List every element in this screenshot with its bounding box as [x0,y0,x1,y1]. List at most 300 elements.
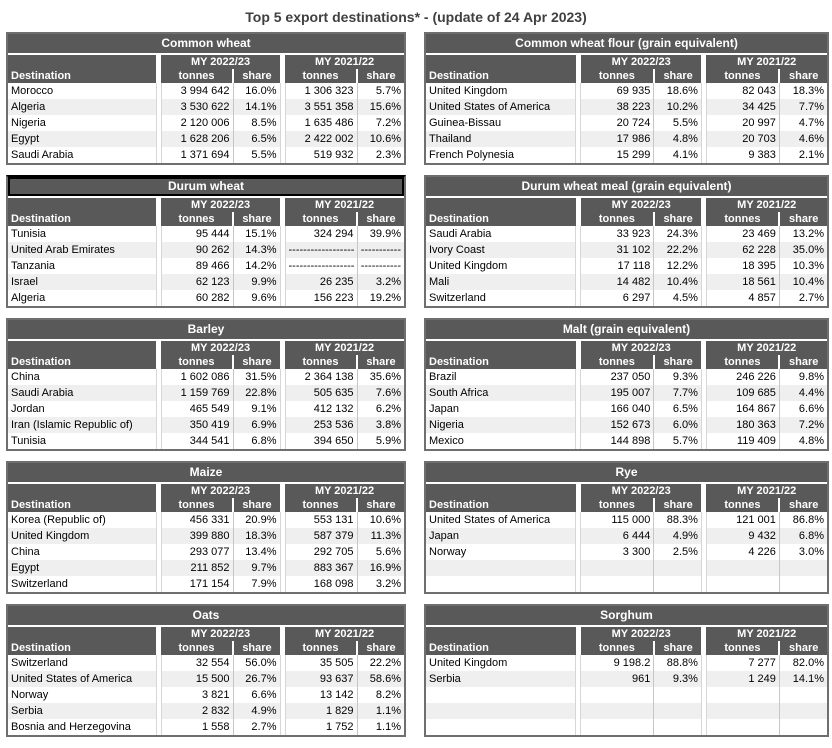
column-header-row [426,641,827,655]
column-header-row [426,69,827,83]
tonnes-cell: 18 561 [706,274,779,290]
tonnes-cell [706,703,779,719]
tonnes-header: tonnes [581,498,654,512]
destination-header: Destination [426,641,576,655]
table-row [426,274,827,290]
destination-cell: French Polynesia [426,147,576,163]
share-cell: 3.0% [779,544,827,560]
tonnes-header: tonnes [161,498,233,512]
tonnes-header: tonnes [285,355,357,369]
tonnes-header: tonnes [706,498,779,512]
tonnes-cell: 1 306 323 [285,83,357,99]
column-header-row [8,69,404,83]
tonnes-cell: 350 419 [161,417,233,433]
table-grid [8,484,404,592]
tonnes-cell: ------------------ [285,258,357,274]
destination-cell: United Arab Emirates [8,242,156,258]
tonnes-cell: ------------------ [285,242,357,258]
table-rye [424,461,829,594]
period-header-my-2022-23: MY 2022/23 [161,341,280,355]
share-cell: 39.9% [357,226,404,242]
share-cell: 6.5% [654,401,702,417]
share-cell: 4.8% [779,433,827,449]
share-cell: 6.0% [654,417,702,433]
share-cell: 10.4% [654,274,702,290]
table-barley [6,318,406,451]
tonnes-header: tonnes [706,69,779,83]
tonnes-cell: 1 249 [706,671,779,687]
share-cell: 22.2% [654,242,702,258]
destination-header: Destination [8,355,156,369]
share-cell: 2.1% [779,147,827,163]
table-row [8,115,404,131]
table-row [426,290,827,306]
share-header: share [357,69,404,83]
destination-cell: Serbia [8,703,156,719]
destination-cell: United States of America [8,671,156,687]
share-cell: 7.2% [779,417,827,433]
destination-cell [426,560,576,576]
destination-cell: United Kingdom [426,83,576,99]
tonnes-cell: 69 935 [581,83,654,99]
table-title: Durum wheat meal (grain equivalent) [426,177,827,196]
share-cell: 9.7% [233,560,280,576]
tonnes-cell: 156 223 [285,290,357,306]
table-row [426,131,827,147]
period-header-row [8,341,404,355]
tonnes-header: tonnes [285,69,357,83]
table-title: Barley [8,320,404,339]
tonnes-cell: 95 444 [161,226,233,242]
tonnes-cell [706,719,779,735]
period-header-my-2022-23: MY 2022/23 [161,627,280,641]
destination-cell: Tunisia [8,433,156,449]
tonnes-cell: 171 154 [161,576,233,592]
period-header-row [8,55,404,69]
table-row [8,99,404,115]
share-cell: 10.4% [779,274,827,290]
table-row [426,147,827,163]
period-header-row [426,341,827,355]
destination-cell: Morocco [8,83,156,99]
table-grid [8,341,404,449]
share-header: share [654,212,702,226]
period-header-my-2022-23: MY 2022/23 [581,55,701,69]
period-header-my-2021-22: MY 2021/22 [285,484,404,498]
tonnes-cell: 9 432 [706,528,779,544]
destination-cell [426,576,576,592]
share-cell: 18.3% [233,528,280,544]
period-header-my-2022-23: MY 2022/23 [161,198,280,212]
table-row [426,226,827,242]
table-row [426,544,827,560]
share-cell: 56.0% [233,655,280,671]
share-cell: 5.5% [233,147,280,163]
share-header: share [233,641,280,655]
share-header: share [654,355,702,369]
share-cell [654,719,702,735]
destination-cell [426,719,576,735]
tonnes-cell: 9 383 [706,147,779,163]
table-grid [426,484,827,592]
tonnes-cell: 3 994 642 [161,83,233,99]
tonnes-cell: 34 425 [706,99,779,115]
tonnes-cell [581,719,654,735]
share-cell: 6.6% [779,401,827,417]
destination-cell: Tanzania [8,258,156,274]
share-cell: 6.5% [233,131,280,147]
share-cell: 24.3% [654,226,702,242]
tonnes-cell: 62 123 [161,274,233,290]
share-cell: 5.7% [654,433,702,449]
share-header: share [233,498,280,512]
tonnes-header: tonnes [161,69,233,83]
tonnes-cell: 17 986 [581,131,654,147]
share-cell: ----------- [357,258,404,274]
table-row [8,131,404,147]
period-header-my-2022-23: MY 2022/23 [581,341,701,355]
period-header-my-2021-22: MY 2021/22 [285,55,404,69]
share-cell: 22.8% [233,385,280,401]
tonnes-cell: 121 001 [706,512,779,528]
destination-cell: Egypt [8,131,156,147]
column-header-row [426,212,827,226]
column-header-row [426,355,827,369]
tonnes-cell: 253 536 [285,417,357,433]
destination-cell [426,687,576,703]
tonnes-cell: 344 541 [161,433,233,449]
share-cell: 82.0% [779,655,827,671]
table-row [426,242,827,258]
share-cell: 31.5% [233,369,280,385]
tonnes-header: tonnes [285,641,357,655]
tonnes-cell: 2 422 002 [285,131,357,147]
tonnes-cell: 62 228 [706,242,779,258]
share-header: share [779,69,827,83]
tonnes-cell: 211 852 [161,560,233,576]
table-row [426,115,827,131]
share-cell: 14.3% [233,242,280,258]
tonnes-cell [581,687,654,703]
tonnes-cell: 32 554 [161,655,233,671]
table-title: Malt (grain equivalent) [426,320,827,339]
table-row [426,528,827,544]
share-header: share [779,355,827,369]
share-cell: 6.6% [233,687,280,703]
share-cell: 1.1% [357,703,404,719]
table-row [426,385,827,401]
tonnes-cell: 324 294 [285,226,357,242]
table-row [8,512,404,528]
share-cell [654,576,702,592]
destination-header-spacer [426,55,576,69]
destination-cell: Brazil [426,369,576,385]
table-row [8,655,404,671]
share-cell: 4.8% [654,131,702,147]
destination-cell: United Kingdom [426,258,576,274]
period-header-my-2021-22: MY 2021/22 [285,198,404,212]
destination-cell: United Kingdom [426,655,576,671]
period-header-my-2022-23: MY 2022/23 [581,627,701,641]
destination-cell: Mexico [426,433,576,449]
table-grid [426,55,827,163]
share-cell: 19.2% [357,290,404,306]
table-durum-wheat [6,175,406,308]
tonnes-cell: 195 007 [581,385,654,401]
destination-cell: China [8,544,156,560]
table-row [426,417,827,433]
tonnes-cell [706,576,779,592]
tonnes-cell: 17 118 [581,258,654,274]
share-cell: 9.3% [654,369,702,385]
share-cell: 11.3% [357,528,404,544]
tonnes-cell: 1 628 206 [161,131,233,147]
table-grid [8,198,404,306]
table-row [8,242,404,258]
share-cell: 86.8% [779,512,827,528]
destination-cell: Switzerland [8,655,156,671]
destination-cell: Mali [426,274,576,290]
tonnes-header: tonnes [581,355,654,369]
table-grid [426,341,827,449]
share-cell: 3.2% [357,274,404,290]
destination-cell: Guinea-Bissau [426,115,576,131]
tonnes-cell: 168 098 [285,576,357,592]
period-header-my-2021-22: MY 2021/22 [706,341,827,355]
tonnes-cell: 961 [581,671,654,687]
table-row [8,433,404,449]
tonnes-cell: 60 282 [161,290,233,306]
share-cell: 9.8% [779,369,827,385]
tonnes-cell: 93 637 [285,671,357,687]
tonnes-cell: 2 120 006 [161,115,233,131]
destination-cell: Iran (Islamic Republic of) [8,417,156,433]
tonnes-cell: 4 857 [706,290,779,306]
share-cell: 7.7% [654,385,702,401]
table-row [8,258,404,274]
tonnes-cell: 82 043 [706,83,779,99]
tonnes-cell: 115 000 [581,512,654,528]
share-cell: 6.2% [357,401,404,417]
tonnes-cell: 394 650 [285,433,357,449]
share-cell: 4.1% [654,147,702,163]
tonnes-header: tonnes [161,212,233,226]
destination-cell: Switzerland [426,290,576,306]
share-cell [654,703,702,719]
period-header-my-2022-23: MY 2022/23 [161,484,280,498]
tonnes-header: tonnes [285,498,357,512]
table-row [8,274,404,290]
period-header-row [426,198,827,212]
tonnes-cell [581,560,654,576]
column-header-row [426,498,827,512]
share-header: share [654,69,702,83]
destination-header-spacer [426,484,576,498]
table-row [426,99,827,115]
table-row [426,671,827,687]
period-header-my-2022-23: MY 2022/23 [161,55,280,69]
table-durum-wheat-meal-grain-equivalent [424,175,829,308]
table-title: Rye [426,463,827,482]
destination-cell: United States of America [426,512,576,528]
tonnes-header: tonnes [706,212,779,226]
share-cell: 6.8% [233,433,280,449]
destination-cell: Japan [426,401,576,417]
period-header-my-2021-22: MY 2021/22 [706,627,827,641]
tonnes-cell: 6 444 [581,528,654,544]
tonnes-cell: 90 262 [161,242,233,258]
table-grid [8,627,404,735]
tonnes-cell: 3 300 [581,544,654,560]
period-header-row [8,198,404,212]
destination-cell: Jordan [8,401,156,417]
tonnes-cell: 35 505 [285,655,357,671]
tonnes-cell: 15 299 [581,147,654,163]
tonnes-cell: 456 331 [161,512,233,528]
tonnes-cell: 246 226 [706,369,779,385]
table-grid [426,627,827,735]
share-cell: 5.5% [654,115,702,131]
share-cell: 4.4% [779,385,827,401]
tonnes-cell: 166 040 [581,401,654,417]
destination-header: Destination [426,498,576,512]
share-cell: 7.7% [779,99,827,115]
tonnes-cell: 20 997 [706,115,779,131]
share-cell: 10.6% [357,131,404,147]
destination-header: Destination [8,641,156,655]
table-common-wheat-flour-grain-equivalent [424,32,829,165]
tonnes-cell: 1 558 [161,719,233,735]
tables-grid [0,32,832,737]
table-row [426,719,827,735]
table-row [8,369,404,385]
tonnes-cell: 18 395 [706,258,779,274]
tonnes-cell: 89 466 [161,258,233,274]
share-cell: 7.6% [357,385,404,401]
share-cell: 16.0% [233,83,280,99]
share-header: share [779,212,827,226]
destination-cell: Saudi Arabia [8,385,156,401]
tonnes-cell: 13 142 [285,687,357,703]
tonnes-cell: 1 752 [285,719,357,735]
table-row [8,147,404,163]
share-cell: 4.9% [654,528,702,544]
destination-cell: Nigeria [426,417,576,433]
table-row [8,719,404,735]
table-title: Common wheat [8,34,404,53]
period-header-my-2021-22: MY 2021/22 [706,484,827,498]
tonnes-cell: 505 635 [285,385,357,401]
share-cell: 5.6% [357,544,404,560]
destination-cell: Norway [8,687,156,703]
share-header: share [357,641,404,655]
destination-header-spacer [426,198,576,212]
tonnes-header: tonnes [581,641,654,655]
tonnes-header: tonnes [161,355,233,369]
share-cell: 5.7% [357,83,404,99]
table-row [8,560,404,576]
tonnes-header: tonnes [706,641,779,655]
period-header-row [426,484,827,498]
share-cell: 6.9% [233,417,280,433]
table-row [8,576,404,592]
tonnes-cell [581,576,654,592]
destination-header: Destination [8,69,156,83]
share-cell [654,687,702,703]
share-header: share [233,355,280,369]
destination-header-spacer [426,627,576,641]
tonnes-cell: 23 469 [706,226,779,242]
column-header-row [8,212,404,226]
table-row [8,290,404,306]
period-header-my-2021-22: MY 2021/22 [706,198,827,212]
tonnes-cell: 883 367 [285,560,357,576]
destination-cell: Bosnia and Herzegovina [8,719,156,735]
tonnes-cell: 180 363 [706,417,779,433]
share-cell: 10.3% [779,258,827,274]
share-cell: 10.6% [357,512,404,528]
period-header-row [426,627,827,641]
destination-cell: Algeria [8,290,156,306]
tonnes-cell: 7 277 [706,655,779,671]
tonnes-cell: 4 226 [706,544,779,560]
column-header-row [8,355,404,369]
table-title: Sorghum [426,606,827,625]
share-cell: 2.7% [233,719,280,735]
share-cell [779,703,827,719]
tonnes-cell: 292 705 [285,544,357,560]
share-header: share [233,69,280,83]
tonnes-cell [706,560,779,576]
tonnes-cell: 20 703 [706,131,779,147]
destination-cell: Norway [426,544,576,560]
destination-header-spacer [8,55,156,69]
tonnes-cell: 237 050 [581,369,654,385]
table-title: Maize [8,463,404,482]
share-cell [654,560,702,576]
tonnes-cell: 553 131 [285,512,357,528]
destination-cell: Egypt [8,560,156,576]
share-cell: 9.9% [233,274,280,290]
share-header: share [357,498,404,512]
share-header: share [779,641,827,655]
destination-cell: Tunisia [8,226,156,242]
share-cell: 3.2% [357,576,404,592]
destination-header-spacer [8,198,156,212]
tonnes-cell: 20 724 [581,115,654,131]
table-row [8,385,404,401]
period-header-my-2022-23: MY 2022/23 [581,484,701,498]
tonnes-cell: 1 159 769 [161,385,233,401]
share-cell: 7.9% [233,576,280,592]
share-cell: 58.6% [357,671,404,687]
tonnes-cell: 9 198.2 [581,655,654,671]
share-cell: 9.1% [233,401,280,417]
tonnes-cell: 15 500 [161,671,233,687]
destination-cell: United States of America [426,99,576,115]
share-cell: 9.3% [654,671,702,687]
share-cell: 15.6% [357,99,404,115]
share-header: share [357,355,404,369]
period-header-my-2021-22: MY 2021/22 [706,55,827,69]
destination-cell: Thailand [426,131,576,147]
share-cell: 4.5% [654,290,702,306]
share-cell: 18.3% [779,83,827,99]
table-row [426,655,827,671]
destination-cell: Korea (Republic of) [8,512,156,528]
destination-cell: Ivory Coast [426,242,576,258]
period-header-my-2021-22: MY 2021/22 [285,341,404,355]
